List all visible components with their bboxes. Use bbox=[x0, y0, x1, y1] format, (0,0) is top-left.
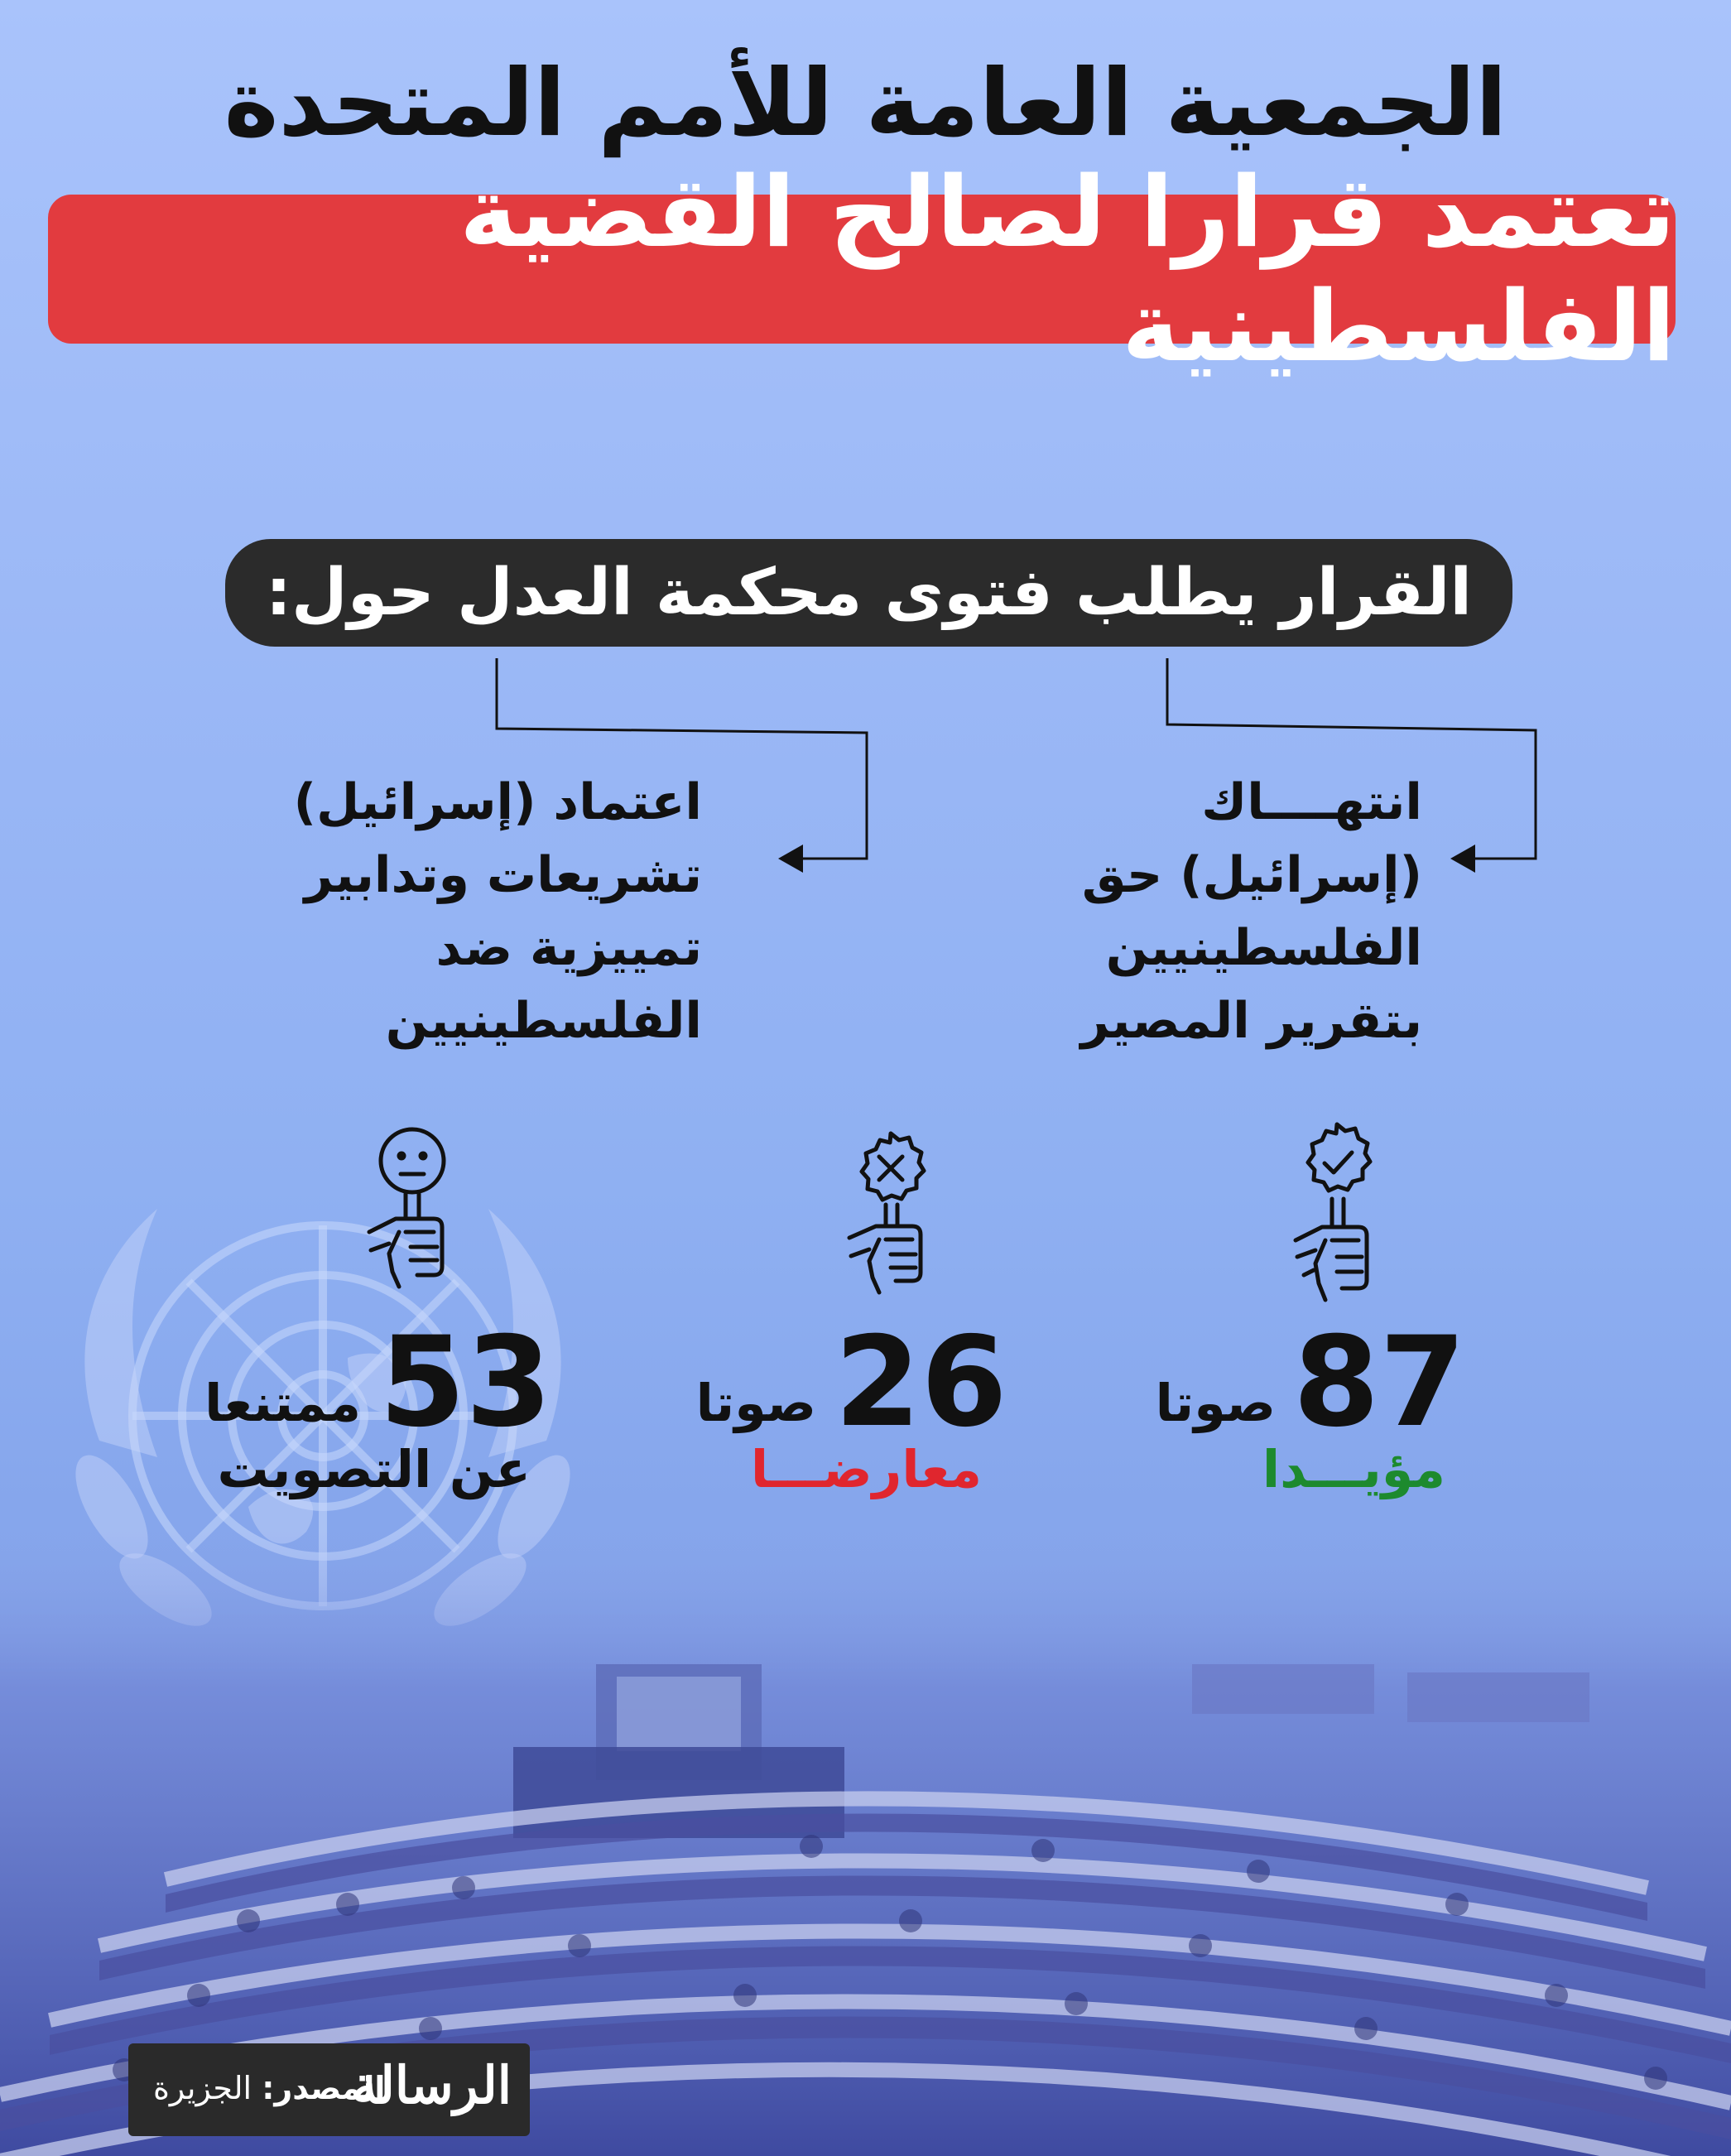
point-line: (إسرائيل) حق bbox=[1081, 846, 1422, 904]
votes-abstain-unit: ممتنعا bbox=[204, 1373, 361, 1433]
point-line: بتقرير المصير bbox=[1080, 992, 1422, 1050]
point-line: تمييزية ضد bbox=[435, 919, 702, 977]
votes-abstain-label: عن التصويت bbox=[217, 1439, 531, 1499]
point-line: انتهــــاك bbox=[1201, 773, 1422, 831]
neutral-face-sign-icon bbox=[354, 1126, 462, 1292]
votes-for-unit: صوتا bbox=[1155, 1373, 1276, 1433]
source-prefix: المصدر: bbox=[262, 2070, 386, 2106]
resolution-heading-bar bbox=[225, 539, 1512, 647]
votes-against-count: 26 bbox=[834, 1311, 1007, 1455]
point-discriminatory-laws bbox=[294, 766, 702, 1057]
main-title: الجمعية العامة للأمم المتحدة bbox=[224, 50, 1507, 157]
subtitle-text: تعتمد قرارا لصالح القضية الفلسطينية bbox=[459, 155, 1676, 383]
check-sign-icon bbox=[1279, 1118, 1387, 1308]
source-credit bbox=[153, 2070, 385, 2106]
arrow-right-point bbox=[1450, 845, 1475, 873]
brand-logo: الرسالة bbox=[351, 2055, 512, 2115]
source-footer bbox=[128, 2043, 530, 2136]
votes-against-label: معارضـــا bbox=[750, 1439, 982, 1499]
votes-for-count: 87 bbox=[1293, 1311, 1466, 1455]
point-self-determination bbox=[1080, 766, 1422, 1057]
point-line: الفلسطينيين bbox=[385, 992, 702, 1050]
point-line: تشريعات وتدابير bbox=[304, 846, 702, 904]
point-line: اعتماد (إسرائيل) bbox=[293, 773, 702, 831]
arrow-left-point bbox=[778, 845, 803, 873]
votes-against-unit: صوتا bbox=[695, 1373, 816, 1433]
subtitle-banner bbox=[48, 155, 1676, 383]
votes-abstain-count: 53 bbox=[379, 1311, 552, 1455]
cross-sign-icon bbox=[834, 1130, 942, 1296]
votes-for-label: مؤيـــدا bbox=[1262, 1439, 1445, 1499]
point-line: الفلسطينيين bbox=[1105, 919, 1422, 977]
source-name: الجزيرة bbox=[153, 2070, 252, 2106]
resolution-heading: القرار يطلب فتوى محكمة العدل حول: bbox=[265, 556, 1473, 630]
